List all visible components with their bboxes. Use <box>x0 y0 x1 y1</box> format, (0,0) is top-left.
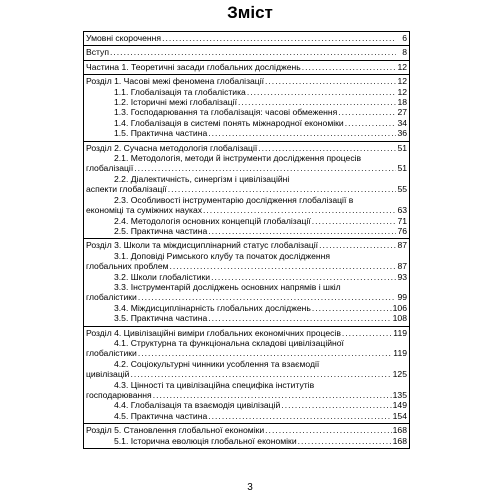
toc-section <box>84 46 409 60</box>
toc-entry-continuation[interactable] <box>84 369 409 379</box>
toc-entry-continuation[interactable] <box>84 292 409 302</box>
toc-entry-title: Розділ 3. Школи та міждисциплінарний статус глобалізації <box>86 240 319 251</box>
toc-entry-title: 1.3. Господарювання та глобалізація: часові обмеження <box>114 107 338 118</box>
toc-entry-title: 2.2. Діалектичність, синергізм і цивілізаційні <box>114 173 290 184</box>
dot-leader <box>312 216 396 226</box>
toc-entry-page: 154 <box>392 410 407 421</box>
toc-entry-chapter[interactable] <box>84 62 409 72</box>
toc-entry-page: 119 <box>393 348 407 359</box>
toc-entry-title: 4.4. Глобалізація та взаємодія цивілізацій <box>114 400 281 411</box>
dot-leader <box>338 107 396 117</box>
toc-entry-page: 76 <box>397 225 407 236</box>
dot-leader <box>134 163 396 173</box>
toc-entry-title: аспекти глобалізації <box>86 184 167 195</box>
dot-leader <box>130 369 391 379</box>
toc-entry-title: 2.4. Методологія основних концепцій глобалізації <box>114 215 311 226</box>
toc-entry-subsection[interactable] <box>84 436 409 446</box>
toc-section <box>84 424 409 448</box>
toc-entry-title: господарювання <box>86 390 152 400</box>
toc-entry-page: 12 <box>397 76 407 87</box>
toc-entry-page: 87 <box>397 240 407 251</box>
toc-section <box>84 142 409 240</box>
dot-leader <box>342 328 392 338</box>
dot-leader <box>238 97 396 107</box>
toc-entry-subsection[interactable] <box>84 400 409 410</box>
toc-entry-page: 12 <box>397 86 407 97</box>
toc-entry-page: 119 <box>393 327 407 338</box>
toc-entry-page: 125 <box>392 369 407 380</box>
dot-leader <box>302 62 396 72</box>
toc-entry-page: 99 <box>397 292 407 303</box>
toc-entry-title: 1.1. Глобалізація та глобалістика <box>114 86 246 97</box>
toc-entry-subsection[interactable] <box>84 128 409 138</box>
toc-entry-page: 168 <box>392 425 407 436</box>
dot-leader <box>258 143 396 153</box>
toc-entry-title: 2.5. Практична частина <box>114 225 208 236</box>
toc-entry-title: глобалізації <box>86 163 134 174</box>
toc-entry-title: Розділ 4. Цивілізаційні виміри глобальних економічних процесів <box>86 327 341 338</box>
toc-entry-title: 3.4. Міждисциплінарність глобальних досліджень <box>114 302 311 313</box>
toc-entry-continuation[interactable] <box>84 348 409 358</box>
dot-leader <box>138 348 392 358</box>
toc-entry-title: 3.2. Школи глобалістики <box>114 271 211 282</box>
toc-entry-title: 4.3. Цінності та цивілізаційна специфіка інститутів <box>114 379 315 390</box>
toc-entry-title: 4.2. Соціокультурні чинники усоблення та взаємодії <box>114 358 320 369</box>
dot-leader <box>265 76 396 86</box>
toc-entry-page: 108 <box>392 313 407 324</box>
toc-entry-chapter[interactable] <box>84 240 409 250</box>
dot-leader <box>203 205 396 215</box>
toc-entry-title: Частина 1. Теоретичні засади глобальних досліджень <box>86 61 301 72</box>
dot-leader <box>138 292 396 302</box>
dot-leader <box>208 411 391 421</box>
toc-entry-page: 168 <box>392 435 407 446</box>
toc-entry-page: 63 <box>397 205 407 216</box>
toc-entry-page: 149 <box>392 400 407 411</box>
toc-entry-page: 12 <box>397 61 407 72</box>
toc-entry-continuation[interactable] <box>84 163 409 173</box>
dot-leader <box>208 128 396 138</box>
table-of-contents <box>83 31 410 449</box>
toc-entry-page: 27 <box>397 107 407 118</box>
dot-leader <box>298 436 392 446</box>
toc-section <box>84 327 409 425</box>
toc-entry-title: Розділ 2. Сучасна методологія глобалізації <box>86 142 258 153</box>
toc-entry-subsection[interactable] <box>84 411 409 421</box>
toc-entry-title: 1.2. Історичні межі глобалізації <box>114 97 237 108</box>
dot-leader <box>208 226 396 236</box>
toc-entry-title: 5.1. Історична еволюція глобальної економіки <box>114 435 297 446</box>
toc-entry-chapter[interactable] <box>84 143 409 153</box>
toc-entry-title: Вступ <box>86 47 110 58</box>
toc-entry-page: 51 <box>397 163 407 174</box>
toc-entry-subsection[interactable] <box>84 272 409 282</box>
toc-entry-title: 1.4. Глобалізація в системі понять міжнародної економіки <box>114 117 344 128</box>
toc-entry-subsection[interactable] <box>84 282 409 292</box>
toc-entry-page: 8 <box>402 47 407 58</box>
dot-leader <box>247 87 396 97</box>
toc-entry-subsection[interactable] <box>84 107 409 117</box>
toc-entry-subsection[interactable] <box>84 359 409 369</box>
toc-entry-subsection[interactable] <box>84 380 409 390</box>
toc-entry-subsection[interactable] <box>84 153 409 163</box>
toc-entry-page: 6 <box>402 33 407 43</box>
dot-leader <box>208 313 391 323</box>
toc-entry-title: Умовні скорочення <box>86 33 162 43</box>
dot-leader <box>110 47 396 57</box>
toc-entry-chapter[interactable] <box>84 328 409 338</box>
toc-entry-page: 18 <box>397 97 407 108</box>
toc-section <box>84 75 409 141</box>
toc-entry-page: 55 <box>397 184 407 195</box>
page-number: 3 <box>247 482 253 493</box>
toc-entry-subsection[interactable] <box>84 118 409 128</box>
toc-entry-title: 3.3. Інструментарій досліджень основних напрямів і шкіл <box>114 281 341 292</box>
toc-entry-page: 36 <box>397 128 407 139</box>
toc-entry-title: глобалістики <box>86 348 137 359</box>
toc-entry-chapter[interactable] <box>84 76 409 86</box>
toc-entry-page: 135 <box>392 390 407 400</box>
toc-entry-title: економіці та суміжних науках <box>86 205 203 216</box>
toc-entry-subsection[interactable] <box>84 338 409 348</box>
toc-entry-subsection[interactable] <box>84 226 409 236</box>
toc-entry-title: 2.1. Методологія, методи й інструменти дослідження процесів <box>114 153 362 164</box>
dot-leader <box>153 390 392 400</box>
toc-entry-title: цивілізацій <box>86 369 130 380</box>
toc-entry-subsection[interactable] <box>84 174 409 184</box>
toc-entry-title: глобалістики <box>86 292 137 303</box>
dot-leader <box>319 240 396 250</box>
toc-entry-subsection[interactable] <box>84 313 409 323</box>
toc-section <box>84 61 409 75</box>
toc-entry-continuation[interactable] <box>84 261 409 271</box>
toc-entry-chapter[interactable] <box>84 47 409 57</box>
dot-leader <box>265 425 391 435</box>
toc-entry-chapter[interactable] <box>84 33 409 43</box>
toc-entry-chapter[interactable] <box>84 425 409 435</box>
toc-entry-page: 106 <box>392 302 407 313</box>
toc-entry-page: 87 <box>397 261 407 272</box>
dot-leader <box>312 303 392 313</box>
toc-entry-subsection[interactable] <box>84 216 409 226</box>
toc-section <box>84 239 409 326</box>
toc-entry-page: 34 <box>397 117 407 128</box>
dot-leader <box>168 184 396 194</box>
dot-leader <box>162 33 396 43</box>
toc-entry-continuation[interactable] <box>84 390 409 400</box>
toc-entry-continuation[interactable] <box>84 205 409 215</box>
toc-entry-title: 4.1. Структурна та функціональна складові цивілізаційної <box>114 337 344 348</box>
toc-entry-title: 4.5. Практична частина <box>114 410 208 421</box>
toc-entry-subsection[interactable] <box>84 251 409 261</box>
toc-entry-page: 51 <box>397 142 407 153</box>
toc-entry-subsection[interactable] <box>84 195 409 205</box>
toc-entry-title: 3.5. Практична частина <box>114 313 208 324</box>
dot-leader <box>281 400 391 410</box>
toc-entry-subsection[interactable] <box>84 97 409 107</box>
toc-entry-title: Розділ 1. Часові межі феномена глобалізації <box>86 76 265 87</box>
toc-entry-title: Розділ 5. Становлення глобальної економіки <box>86 425 265 436</box>
toc-entry-page: 71 <box>397 215 407 226</box>
toc-entry-page: 93 <box>397 271 407 282</box>
toc-section <box>84 32 409 46</box>
toc-entry-subsection[interactable] <box>84 87 409 97</box>
dot-leader <box>345 118 396 128</box>
toc-entry-continuation[interactable] <box>84 184 409 194</box>
dot-leader <box>211 272 396 282</box>
toc-entry-subsection[interactable] <box>84 303 409 313</box>
toc-entry-title: глобальних проблем <box>86 261 169 272</box>
toc-entry-title: 2.3. Особливості інструментарію дослідження глобалізації в <box>114 194 354 205</box>
page-title: Зміст <box>227 3 273 22</box>
toc-entry-title: 1.5. Практична частина <box>114 128 208 139</box>
toc-entry-title: 3.1. Доповіді Римського клубу та початок дослідження <box>114 250 331 261</box>
dot-leader <box>170 261 396 271</box>
